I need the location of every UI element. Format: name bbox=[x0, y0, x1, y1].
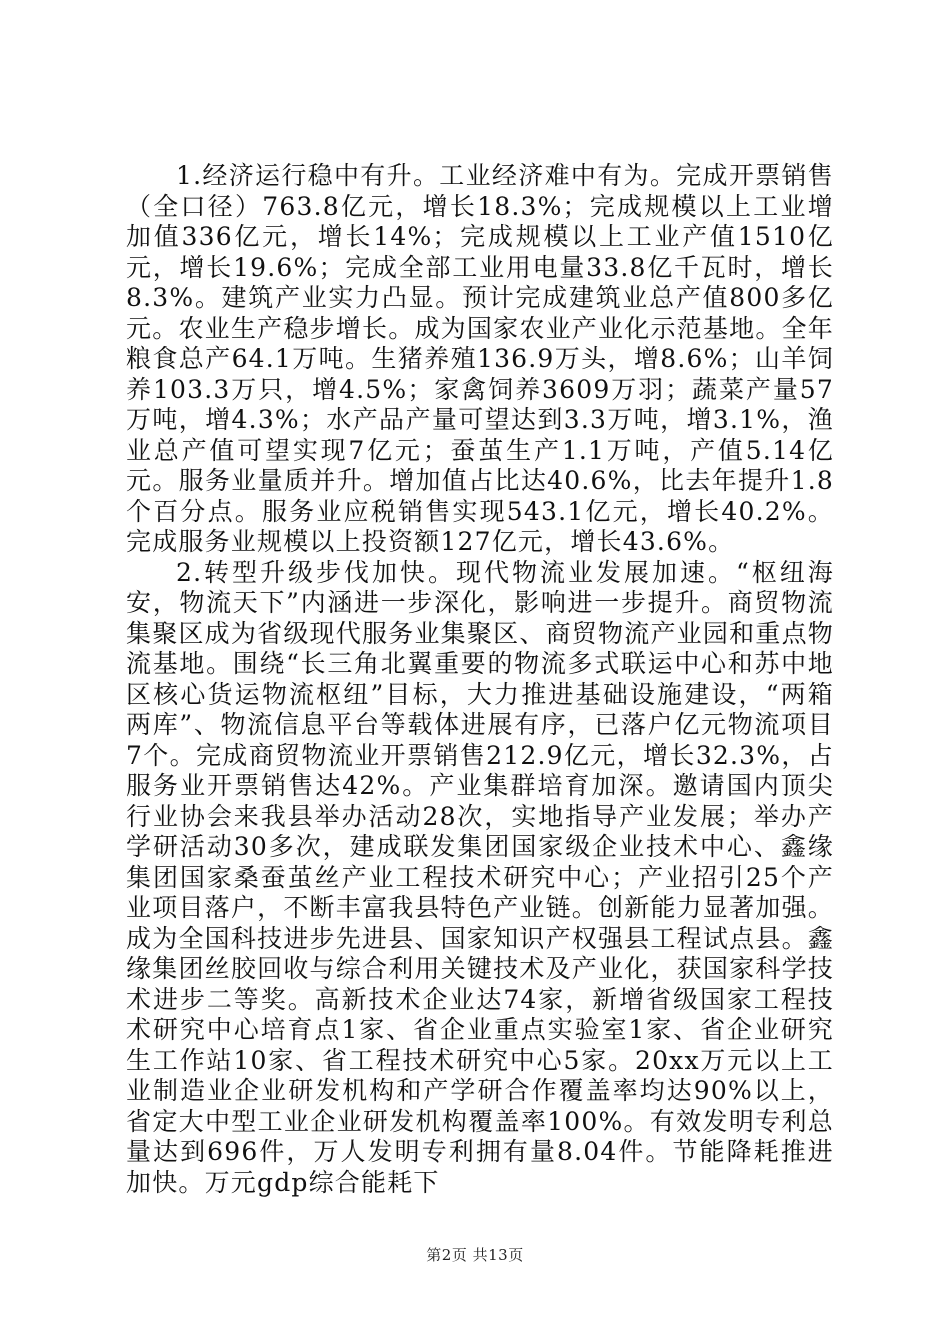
page-footer: 第2页 共13页 bbox=[426, 1246, 524, 1264]
paragraph-economic-operation: 1.经济运行稳中有升。工业经济难中有为。完成开票销售（全口径）763.8亿元，增长18.3%；完成规模以上工业增加值336亿元，增长14%；完成规模以上工业产值1510亿元，增长19.6%；完成全部工业用电量33.8亿千瓦时，增长8.3%。建筑产业实力凸显。预计完成建筑业总产值800多亿元。农业生产稳步增长。成为国家农业产业化示范基地。全年粮食总产64.1万吨。生猪养殖136.9万头，增8.6%；山羊饲养103.3万只，增4.5%；家禽饲养3609万羽；蔬菜产量57万吨，增4.3%；水产品产量可望达到3.3万吨，增3.1%，渔业总产值可望实现7亿元；蚕茧生产1.1万吨，产值5.14亿元。服务业量质并升。增加值占比达40.6%，比去年提升1.8个百分点。服务业应税销售实现543.1亿元，增长40.2%。完成服务业规模以上投资额127亿元，增长43.6%。 bbox=[126, 161, 834, 556]
document-body bbox=[126, 161, 834, 1198]
paragraph-transformation-upgrade: 2.转型升级步伐加快。现代物流业发展加速。“枢纽海安，物流天下”内涵进一步深化，影响进一步提升。商贸物流集聚区成为省级现代服务业集聚区、商贸物流产业园和重点物流基地。围绕“长三角北翼重要的物流多式联运中心和苏中地区核心货运物流枢纽”目标，大力推进基础设施建设，“两箱两库”、物流信息平台等载体进展有序，已落户亿元物流项目7个。完成商贸物流业开票销售212.9亿元，增长32.3%，占服务业开票销售达42%。产业集群培育加深。邀请国内顶尖行业协会来我县举办活动28次，实地指导产业发展；举办产学研活动30多次，建成联发集团国家级企业技术中心、鑫缘集团国家桑蚕茧丝产业工程技术研究中心；产业招引25个产业项目落户，不断丰富我县特色产业链。创新能力显著加强。成为全国科技进步先进县、国家知识产权强县工程试点县。鑫缘集团丝胶回收与综合利用关键技术及产业化，获国家科学技术进步二等奖。高新技术企业达74家，新增省级国家工程技术研究中心培育点1家、省企业重点实验室1家、省企业研究生工作站10家、省工程技术研究中心5家。20xx万元以上工业制造业企业研发机构和产学研合作覆盖率均达90%以上，省定大中型工业企业研发机构覆盖率100%。有效发明专利总量达到696件，万人发明专利拥有量8.04件。节能降耗推进加快。万元gdp综合能耗下 bbox=[126, 557, 834, 1197]
